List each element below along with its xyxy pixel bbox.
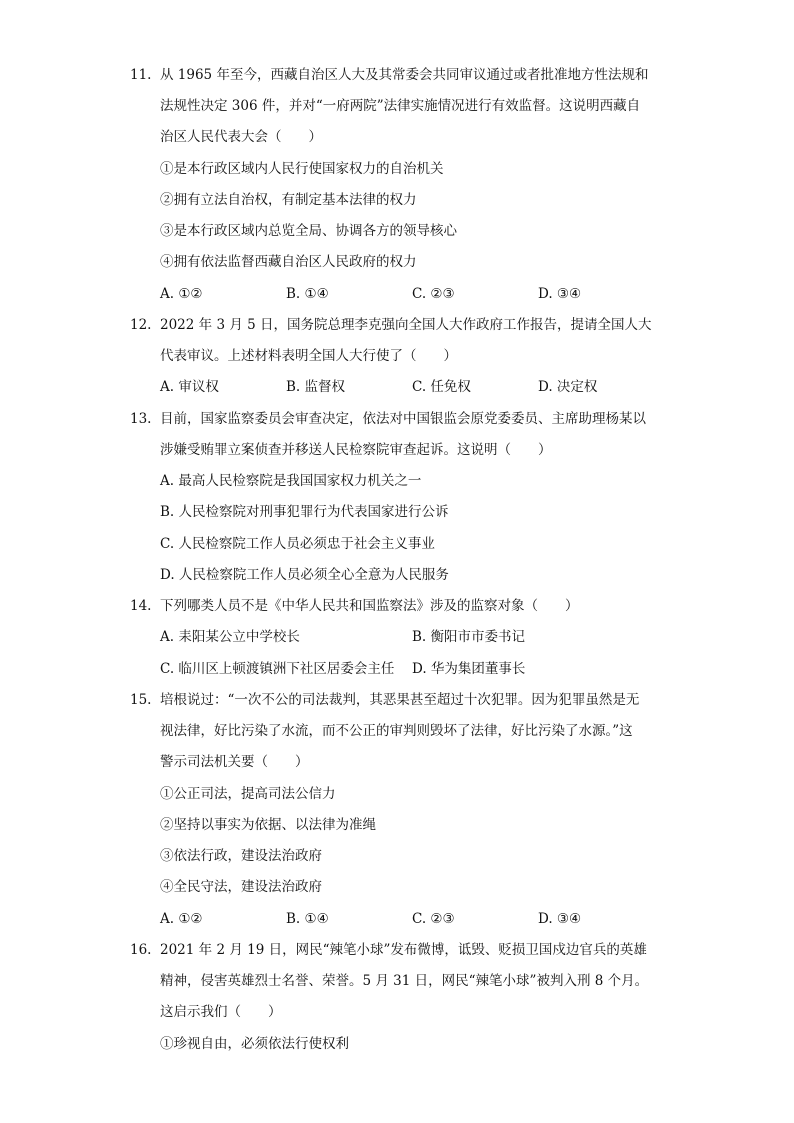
option-d: D. 人民检察院工作人员必须全心全意为人民服务 <box>160 567 449 583</box>
option-a: A. ①② <box>160 911 203 927</box>
question-number: 12. <box>130 317 152 333</box>
statement: ③依法行政，建设法治政府 <box>160 848 322 864</box>
option-b: B. 人民检察院对刑事犯罪行为代表国家进行公诉 <box>160 504 449 520</box>
statement: ④全民守法，建设法治政府 <box>160 879 322 895</box>
question-text-line: 治区人民代表大会（ ） <box>160 129 322 145</box>
question-text-line: 警示司法机关要（ ） <box>160 754 309 770</box>
question-text-line: 目前，国家监察委员会审查决定，依法对中国银监会原党委委员、主席助理杨某以 <box>160 411 646 427</box>
option-b: B. ①④ <box>286 286 329 302</box>
option-c: C. ②③ <box>412 911 455 927</box>
statement: ②拥有立法自治权，有制定基本法律的权力 <box>160 192 417 208</box>
question-text-line: 视法律，好比污染了水流，而不公正的审判则毁坏了法律，好比污染了水源。”这 <box>160 723 633 739</box>
option-c: C. 临川区上顿渡镇洲下社区居委会主任 <box>160 661 395 677</box>
question-text-line: 这启示我们（ ） <box>160 1004 282 1020</box>
option-c: C. ②③ <box>412 286 455 302</box>
question-text-line: 培根说过：“一次不公的司法裁判，其恶果甚至超过十次犯罪。因为犯罪虽然是无 <box>160 692 640 708</box>
question-number: 16. <box>130 942 152 958</box>
option-c: C. 人民检察院工作人员必须忠于社会主义事业 <box>160 536 435 552</box>
question-number: 11. <box>130 67 152 83</box>
question-text-line: 下列哪类人员不是《中华人民共和国监察法》涉及的监察对象（ ） <box>160 598 579 614</box>
option-a: A. 耒阳某公立中学校长 <box>160 629 300 645</box>
question-number: 15. <box>130 692 152 708</box>
question-text-line: 法规性决定 306 件，并对“一府两院”法律实施情况进行有效监督。这说明西藏自 <box>160 98 641 114</box>
option-b: B. 衡阳市市委书记 <box>412 629 526 645</box>
statement: ①珍视自由，必须依法行使权利 <box>160 1036 349 1052</box>
option-a: A. ①② <box>160 286 203 302</box>
question-number: 13. <box>130 411 152 427</box>
question-text-line: 2022 年 3 月 5 日，国务院总理李克强向全国人大作政府工作报告，提请全国人大 <box>160 317 652 333</box>
question-text-line: 涉嫌受贿罪立案侦查并移送人民检察院审查起诉。这说明（ ） <box>160 442 552 458</box>
question-text-line: 代表审议。上述材料表明全国人大行使了（ ） <box>160 348 457 364</box>
question-text-line: 精神，侵害英雄烈士名誉、荣誉。5 月 31 日，网民“辣笔小球”被判入刑 8 个月。 <box>160 973 649 989</box>
statement: ②坚持以事实为依据、以法律为准绳 <box>160 817 376 833</box>
option-d: D. 决定权 <box>538 379 598 395</box>
statement: ①公正司法，提高司法公信力 <box>160 786 336 802</box>
option-a: A. 最高人民检察院是我国国家权力机关之一 <box>160 473 422 489</box>
option-b: B. 监督权 <box>286 379 346 395</box>
option-b: B. ①④ <box>286 911 329 927</box>
option-d: D. ③④ <box>538 286 582 302</box>
question-text-line: 从 1965 年至今，西藏自治区人大及其常委会共同审议通过或者批准地方性法规和 <box>160 67 649 83</box>
statement: ①是本行政区域内人民行使国家权力的自治机关 <box>160 161 444 177</box>
statement: ③是本行政区域内总览全局、协调各方的领导核心 <box>160 223 457 239</box>
option-a: A. 审议权 <box>160 379 219 395</box>
option-d: D. ③④ <box>538 911 582 927</box>
statement: ④拥有依法监督西藏自治区人民政府的权力 <box>160 254 417 270</box>
question-number: 14. <box>130 598 152 614</box>
question-text-line: 2021 年 2 月 19 日，网民“辣笔小球”发布微博，诋毁、贬损卫国戍边官兵的英雄 <box>160 942 647 958</box>
option-c: C. 任免权 <box>412 379 471 395</box>
option-d: D. 华为集团董事长 <box>412 661 526 677</box>
